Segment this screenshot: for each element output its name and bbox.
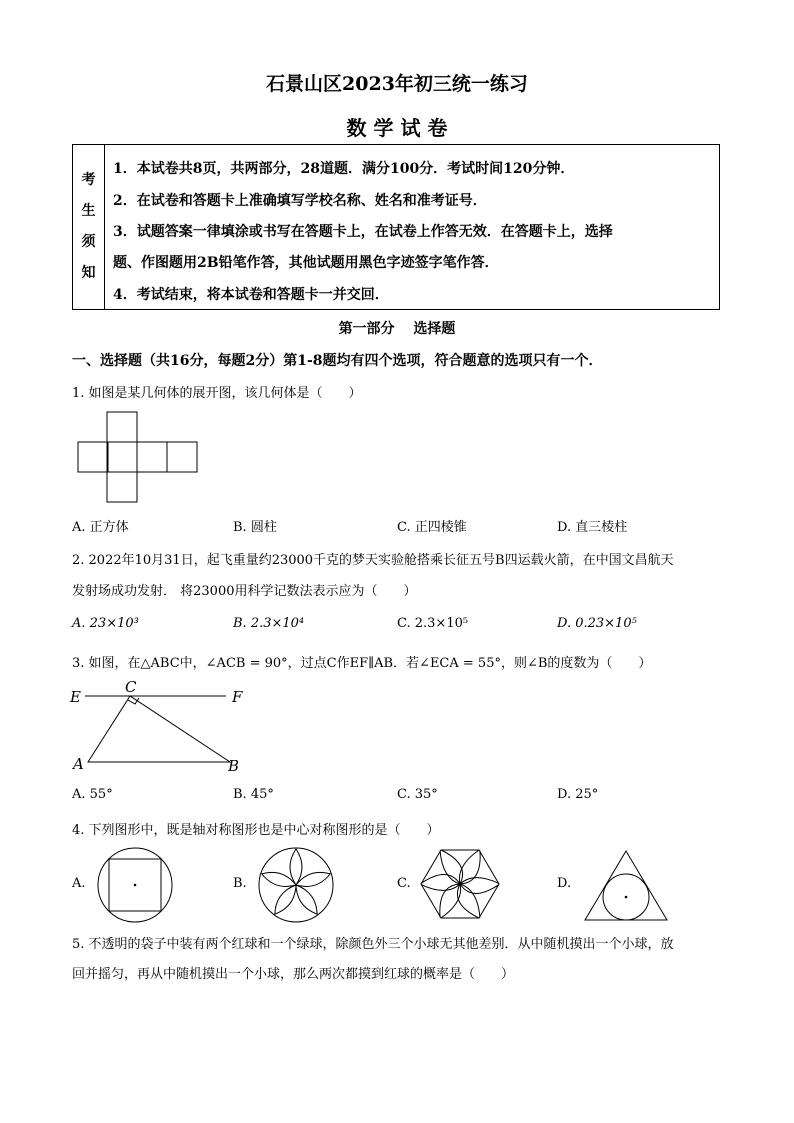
page-subtitle: 数 学 试 卷 [346, 116, 448, 140]
q5-stem-line2: 回并摇匀，再从中随机摸出一个小球，那么两次都摸到红球的概率是（ ） [72, 967, 515, 982]
part-heading: 第一部分 选择题 [338, 321, 456, 337]
notice-line: 3．试题答案一律填涂或书写在答题卡上，在试卷上作答无效．在答题卡上，选择 [113, 224, 613, 240]
q1-option-a: A. 正方体 [72, 520, 129, 535]
net-square [78, 442, 108, 472]
q4-option-b: B. [233, 876, 247, 891]
q2-option-c: C. 2.3×10⁵ [397, 616, 469, 631]
notice-side-char: 生 [81, 203, 96, 219]
q2-option-b: B. 2.3×10⁴ [233, 616, 305, 631]
q4-figure-a [96, 846, 174, 924]
net-square [107, 442, 137, 472]
notice-line: 1．本试卷共8页，共两部分，28道题．满分100分．考试时间120分钟． [113, 161, 575, 177]
label-e: E [70, 688, 81, 706]
q1-option-d: D. 直三棱柱 [557, 520, 628, 535]
q2-stem-line1: 2. 2022年10月31日，起飞重量约23000千克的梦天实验舱搭乘长征五号B四运载火箭，在中国文昌航天 [72, 553, 674, 568]
q3-option-b: B. 45° [233, 787, 274, 802]
net-square [107, 412, 137, 442]
notice-side-char: 须 [81, 234, 96, 250]
label-f: F [232, 688, 243, 706]
q3-triangle-figure [68, 678, 258, 778]
notice-box [72, 144, 720, 310]
q4-option-a: A. [72, 876, 86, 891]
q4-stem: 4. 下列图形中，既是轴对称图形也是中心对称图形的是（ ） [72, 823, 440, 838]
notice-side-label [73, 145, 105, 309]
q2-stem-line2: 发射场成功发射． 将23000用科学记数法表示应为（ ） [72, 584, 417, 599]
notice-line: 题、作图题用2B铅笔作答，其他试题用黑色字迹签字笔作答． [113, 255, 499, 271]
net-square [137, 442, 167, 472]
q2-option-a: A. 23×10³ [72, 616, 139, 631]
q2-option-d: D. 0.23×10⁵ [557, 616, 637, 631]
q4-option-d: D. [557, 876, 572, 891]
five-petal-flower [260, 849, 332, 918]
q3-stem: 3. 如图，在△ABC中，∠ACB = 90°，过点C作EF∥AB．若∠ECA = 55°，则∠B的度数为（ ） [72, 656, 652, 671]
net-square [167, 442, 197, 472]
net-square [107, 472, 137, 502]
q4-option-c: C. [397, 876, 411, 891]
q5-stem-line1: 5. 不透明的袋子中装有两个红球和一个绿球，除颜色外三个小球无其他差别．从中随机摸出一个小球，放 [72, 937, 674, 952]
notice-side-char: 知 [81, 265, 96, 281]
center-dot [134, 884, 137, 887]
center-dot [625, 896, 628, 899]
q1-stem: 1. 如图是某几何体的展开图，该几何体是（ ） [72, 386, 362, 401]
label-a: A [73, 755, 84, 773]
label-c: C [125, 678, 137, 696]
q1-option-b: B. 圆柱 [233, 520, 277, 535]
q3-option-d: D. 25° [557, 787, 599, 802]
page-title: 石景山区2023年初三统一练习 [266, 73, 528, 95]
pinwheel-pattern [421, 850, 499, 918]
q3-option-a: A. 55° [72, 787, 113, 802]
notice-side-char: 考 [81, 172, 96, 188]
q3-option-c: C. 35° [397, 787, 438, 802]
section-heading: 一、选择题（共16分，每题2分）第1-8题均有四个选项，符合题意的选项只有一个． [72, 353, 603, 369]
q4-figure-c [420, 848, 500, 920]
notice-line: 4．考试结束，将本试卷和答题卡一并交回． [113, 287, 389, 303]
q1-net-figure [76, 410, 200, 504]
triangle-shape [585, 851, 667, 920]
q1-option-c: C. 正四棱锥 [397, 520, 467, 535]
notice-line: 2．在试卷和答题卡上准确填写学校名称、姓名和准考证号． [113, 193, 487, 209]
label-b: B [228, 757, 240, 775]
q4-figure-d [583, 848, 669, 922]
q4-figure-b [257, 846, 335, 924]
triangle-abc [88, 696, 230, 762]
